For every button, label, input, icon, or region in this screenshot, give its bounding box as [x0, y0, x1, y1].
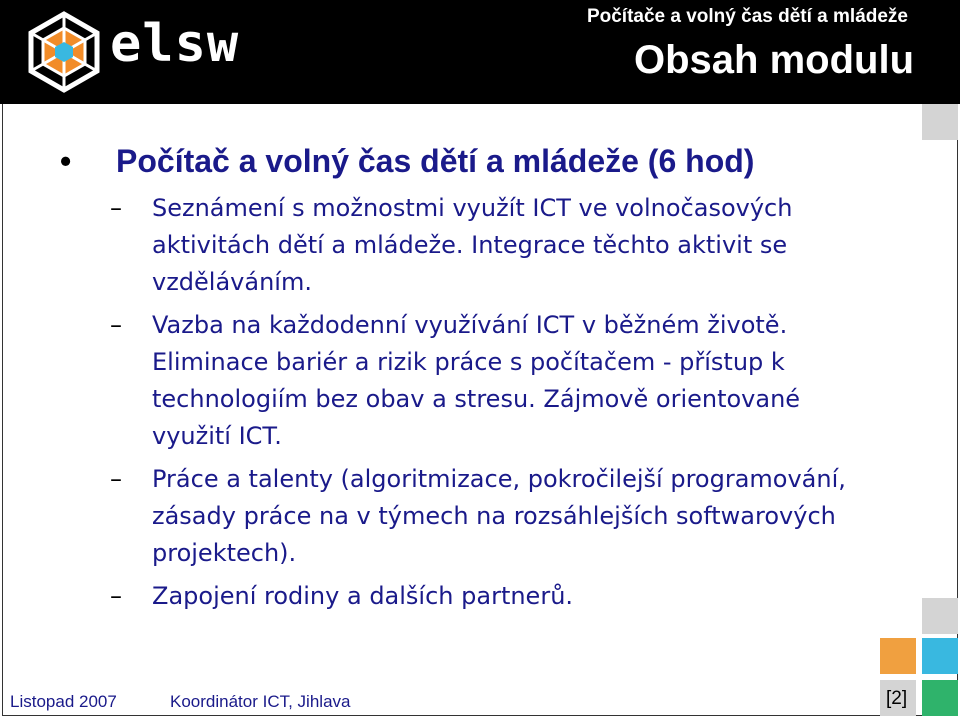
decor-square-gray-1 — [922, 104, 958, 140]
bullet-icon: • — [60, 143, 72, 179]
list-item-text: Vazba na každodenní využívání ICT v běžném životě. Eliminace bariér a rizik práce s počítačem - přístup k technologiím bez obav a stresu. Zájmově orientované využití ICT. — [152, 311, 801, 450]
course-title: Počítače a volný čas dětí a mládeže — [586, 6, 908, 27]
slide-footer — [0, 682, 960, 718]
list-item-text: Zapojení rodiny a dalších partnerů. — [152, 582, 574, 610]
sub-item-list — [60, 190, 880, 615]
decor-square-orange — [880, 638, 916, 674]
decor-square-cyan — [922, 638, 958, 674]
slide-header — [0, 0, 960, 104]
main-bullet-item — [60, 140, 880, 182]
dash-icon: – — [110, 582, 122, 610]
dash-icon: – — [110, 311, 122, 339]
list-item — [60, 190, 880, 301]
page-number: [2] — [886, 688, 908, 709]
main-bullet-text: Počítač a volný čas dětí a mládeže (6 hod) — [116, 143, 755, 179]
footer-coordinator: Koordinátor ICT, Jihlava — [170, 692, 351, 711]
footer-date: Listopad 2007 — [10, 692, 117, 711]
list-item-text: Práce a talenty (algoritmizace, pokročilejší programování, zásady práce na v týmech na rozsáhlejších softwarových projektech). — [152, 465, 846, 567]
logo-text: elsw — [110, 14, 240, 74]
list-item — [60, 461, 880, 572]
slide-content — [60, 140, 880, 621]
page-title: Obsah modulu — [634, 38, 914, 82]
list-item — [60, 578, 880, 615]
list-item-text: Seznámení s možnostmi využít ICT ve volnočasových aktivitách dětí a mládeže. Integrace těchto aktivit se vzděláváním. — [152, 194, 793, 296]
dash-icon: – — [110, 465, 122, 493]
list-item — [60, 307, 880, 455]
decor-square-gray-2 — [922, 598, 958, 634]
dash-icon: – — [110, 194, 122, 222]
